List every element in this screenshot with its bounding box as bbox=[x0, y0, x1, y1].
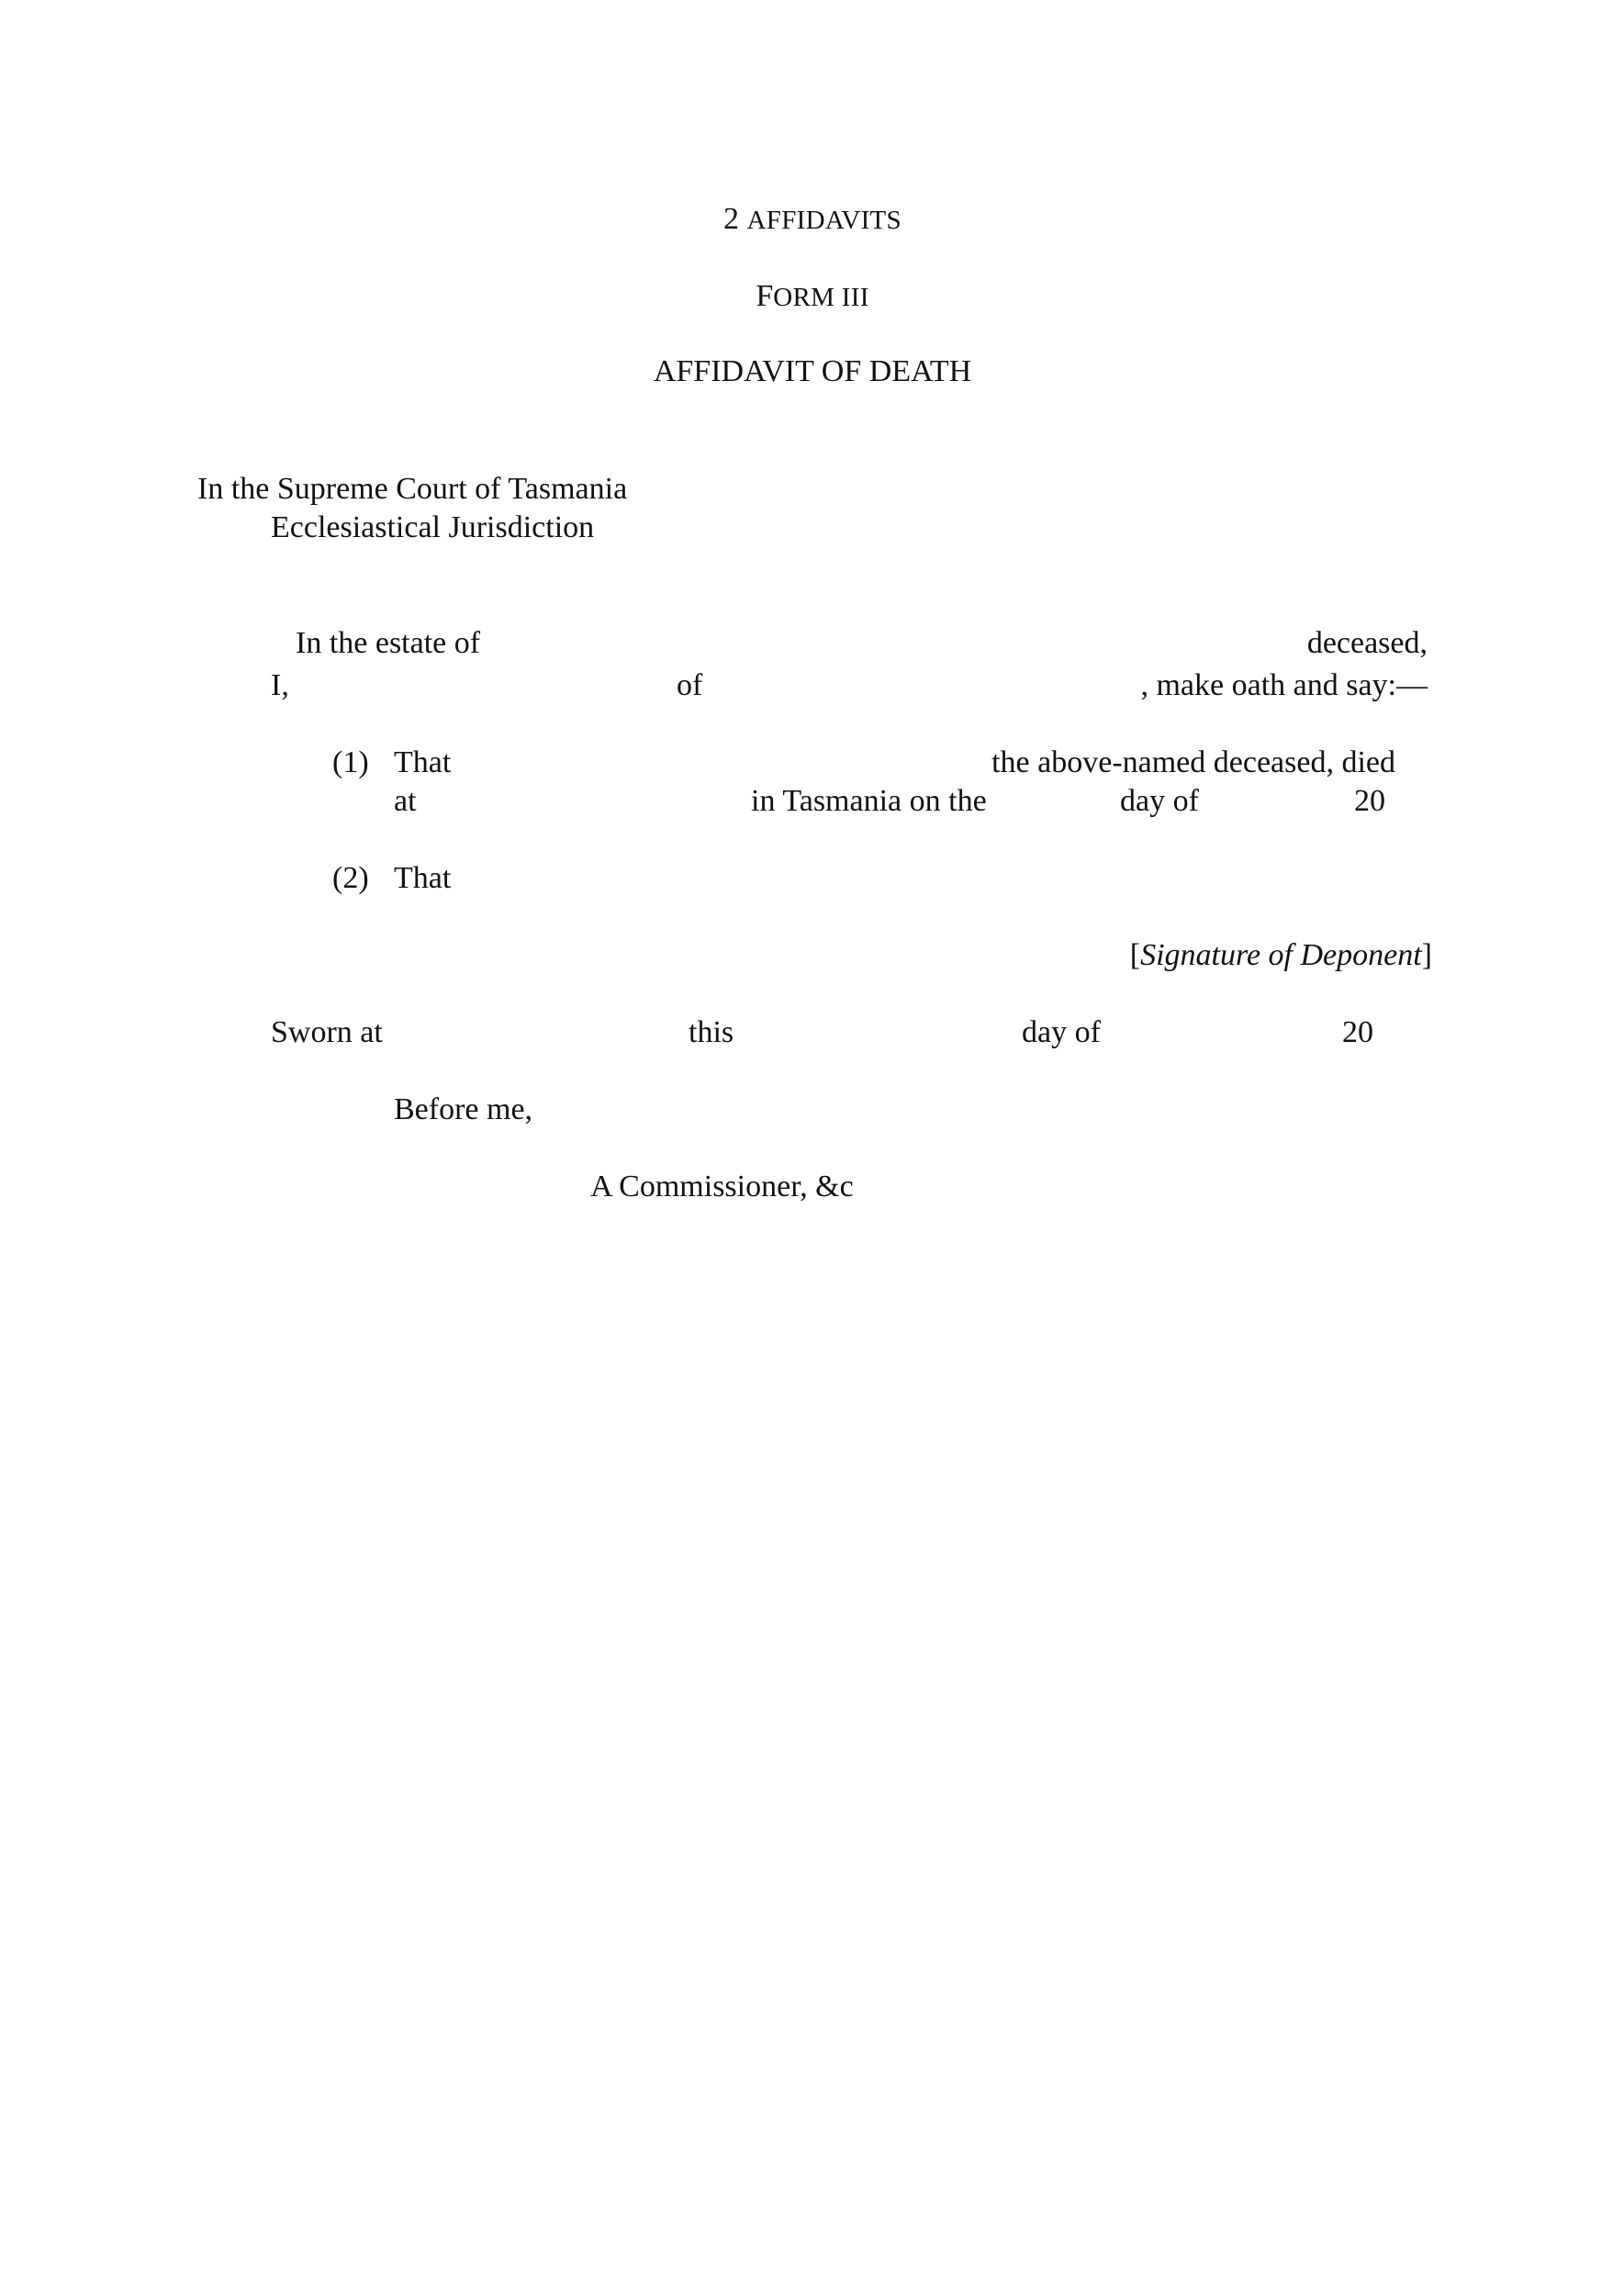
sworn-this-label: this bbox=[689, 1015, 734, 1049]
running-header bbox=[723, 204, 902, 235]
item-1-deceased-text: the above-named deceased, died bbox=[991, 745, 1395, 779]
item-1-year-prefix: 20 bbox=[1354, 784, 1385, 818]
page-number: 2 bbox=[723, 202, 740, 236]
deponent-i-label: I, bbox=[271, 668, 289, 702]
sworn-at-label: Sworn at bbox=[271, 1015, 383, 1049]
commissioner-label: A Commissioner, &c bbox=[590, 1170, 854, 1203]
sworn-year-prefix: 20 bbox=[1342, 1015, 1373, 1049]
item-1-day-of: day of bbox=[1120, 784, 1199, 818]
document-title: AFFIDAVIT OF DEATH bbox=[653, 354, 972, 388]
form-number bbox=[756, 281, 868, 312]
sworn-day-of-label: day of bbox=[1022, 1015, 1101, 1049]
deceased-label: deceased, bbox=[1306, 626, 1428, 660]
signature-close-bracket: ] bbox=[1421, 938, 1432, 972]
item-2-number: (2) bbox=[332, 861, 369, 895]
item-1-tasmania-text: in Tasmania on the bbox=[751, 784, 987, 818]
signature-label: Signature of Deponent bbox=[1140, 938, 1422, 972]
before-me-label: Before me, bbox=[394, 1092, 533, 1126]
court-name: In the Supreme Court of Tasmania bbox=[197, 472, 628, 506]
estate-label: In the estate of bbox=[296, 626, 481, 660]
item-1-at: at bbox=[394, 784, 417, 818]
signature-open-bracket: [ bbox=[1129, 938, 1141, 972]
item-1-number: (1) bbox=[332, 745, 369, 779]
item-2-that: That bbox=[394, 861, 452, 895]
form-prefix: F bbox=[756, 279, 774, 313]
running-title: AFFIDAVITS bbox=[746, 206, 902, 235]
court-jurisdiction: Ecclesiastical Jurisdiction bbox=[271, 510, 595, 544]
form-rest: ORM III bbox=[773, 283, 869, 312]
deponent-of-label: of bbox=[677, 668, 703, 702]
oath-label: , make oath and say:— bbox=[1140, 668, 1428, 702]
item-1-that: That bbox=[394, 745, 452, 779]
signature-of-deponent bbox=[1130, 940, 1432, 971]
